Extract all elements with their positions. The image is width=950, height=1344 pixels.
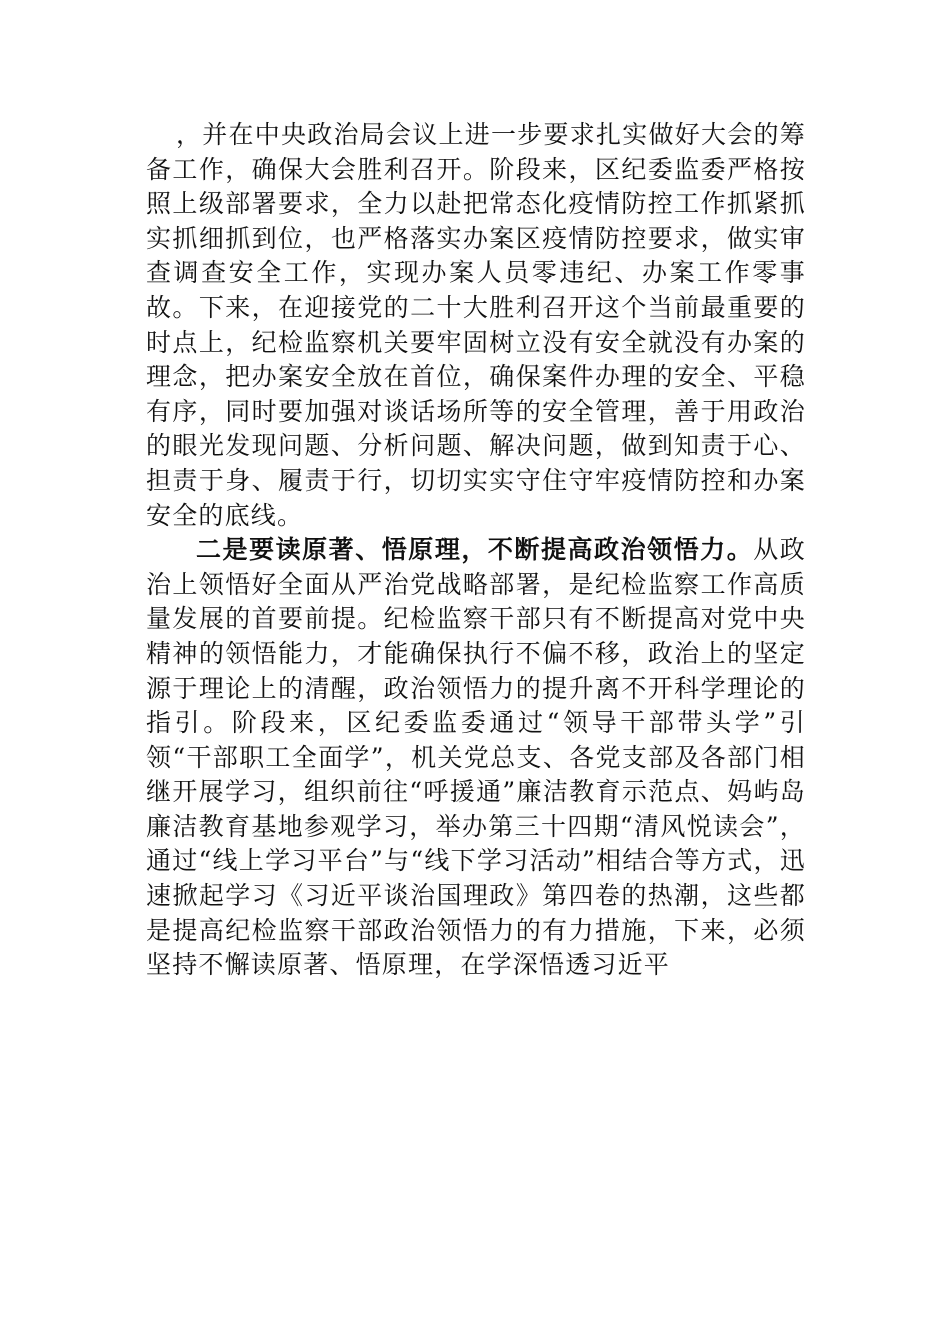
paragraph-2 [146,533,806,983]
paragraph-1 [146,118,806,533]
paragraph-1-text: ，并在中央政治局会议上进一步要求扎实做好大会的筹备工作，确保大会胜利召开。阶段来，区纪委监委严格按照上级部署要求，全力以赴把常态化疫情防控工作抓紧抓实抓细抓到位，也严格落实办案区疫情防控要求，做实审查调查安全工作，实现办案人员零违纪、办案工作零事故。下来，在迎接党的二十大胜利召开这个当前最重要的时点上，纪检监察机关要牢固树立没有安全就没有办案的理念，把办案安全放在首位，确保案件办理的安全、平稳有序，同时要加强对谈话场所等的安全管理，善于用政治的眼光发现问题、分析问题、解决问题，做到知责于心、担责于身、履责于行，切切实实守住守牢疫情防控和办案安全的底线。 [146,120,806,530]
body-text [146,118,806,983]
paragraph-2-heading: 二是要读原著、悟原理，不断提高政治领悟力。 [196,535,754,565]
paragraph-2-text: 从政治上领悟好全面从严治党战略部署，是纪检监察工作高质量发展的首要前提。纪检监察干部只有不断提高对党中央精神的领悟能力，才能确保执行不偏不移，政治上的坚定源于理论上的清醒，政治领悟力的提升离不开科学理论的指引。阶段来，区纪委监委通过“领导干部带头学”引领“干部职工全面学”，机关党总支、各党支部及各部门相继开展学习，组织前往“呼援通”廉洁教育示范点、妈屿岛廉洁教育基地参观学习，举办第三十四期“清风悦读会”，通过“线上学习平台”与“线下学习活动”相结合等方式，迅速掀起学习《习近平谈治国理政》第四卷的热潮，这些都是提高纪检监察干部政治领悟力的有力措施，下来，必须坚持不懈读原著、悟原理，在学深悟透习近平 [146,535,807,980]
